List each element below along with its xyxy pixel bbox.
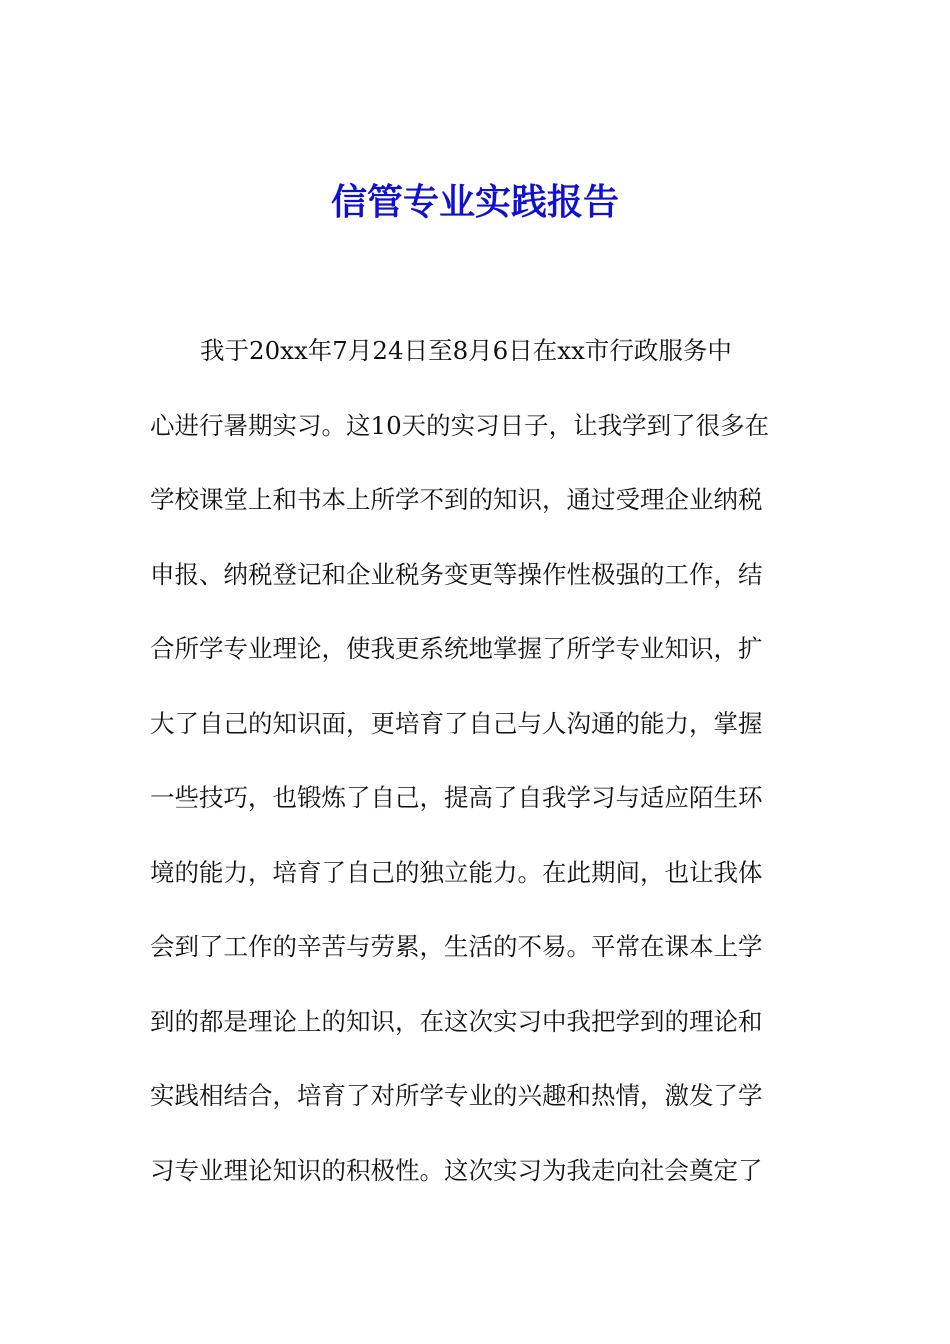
paragraph-line: 习专业理论知识的积极性。这次实习为我走向社会奠定了	[150, 1155, 763, 1185]
paragraph-line: 一些技巧，也锻炼了自己，提高了自我学习与适应陌生环	[150, 783, 763, 812]
report-paragraph	[150, 328, 806, 1222]
paragraph-line: 心进行暑期实习。这10天的实习日子，让我学到了很多在	[150, 410, 770, 440]
paragraph-line: 到的都是理论上的知识，在这次实习中我把学到的理论和	[150, 1006, 763, 1036]
paragraph-line: 学校课堂上和书本上所学不到的知识，通过受理企业纳税	[150, 485, 763, 514]
paragraph-line: 合所学专业理论，使我更系统地掌握了所学专业知识，扩	[150, 634, 763, 663]
page-title: 信管专业实践报告	[330, 181, 619, 223]
paragraph-line: 境的能力，培育了自己的独立能力。在此期间，也让我体	[150, 857, 763, 887]
paragraph-line: 我于20xx年7月24日至8月6日在xx市行政服务中	[200, 336, 732, 365]
paragraph-line: 大了自己的知识面，更培育了自己与人沟通的能力，掌握	[150, 708, 763, 738]
paragraph-line: 会到了工作的辛苦与劳累，生活的不易。平常在课本上学	[150, 932, 763, 961]
paragraph-line: 申报、纳税登记和企业税务变更等操作性极强的工作，结	[150, 559, 763, 589]
paragraph-line: 实践相结合，培育了对所学专业的兴趣和热情，激发了学	[150, 1081, 763, 1110]
